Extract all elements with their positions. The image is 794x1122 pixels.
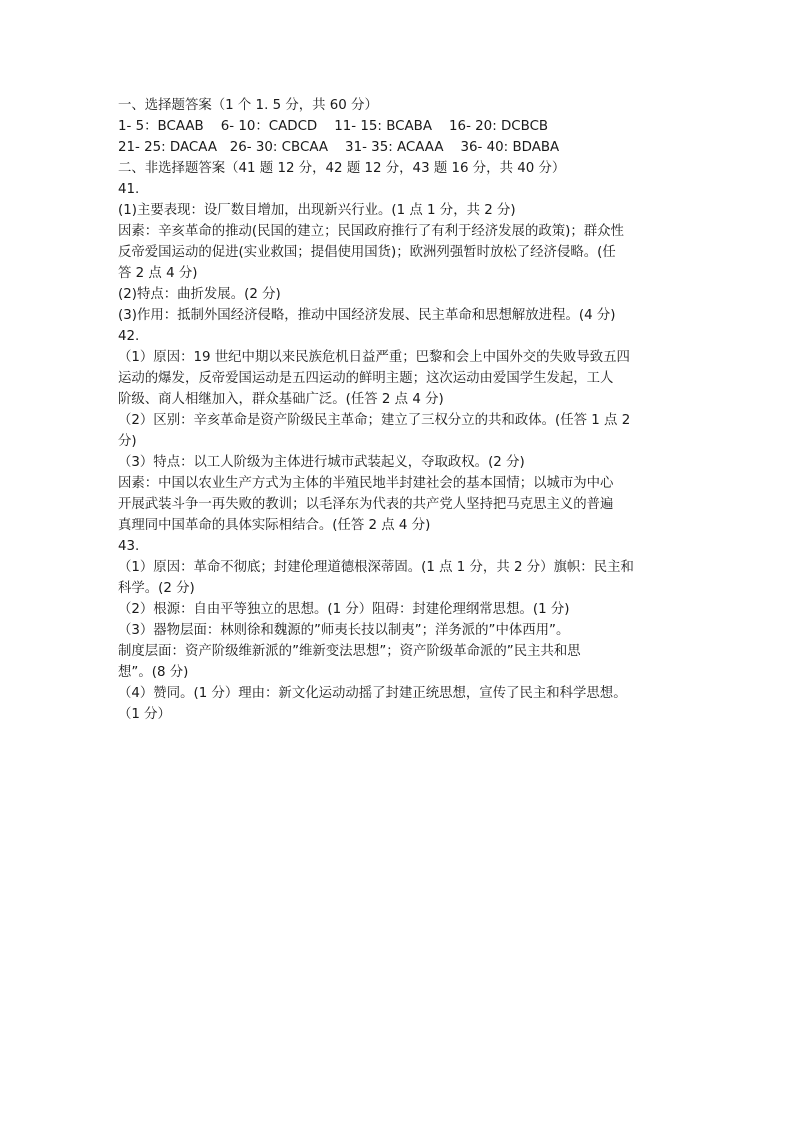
q43-part-4-line-2: （1 分） bbox=[118, 707, 171, 722]
q43-part-2: （2）根源：自由平等独立的思想。(1 分）阻碍：封建伦理纲常思想。(1 分) bbox=[118, 602, 570, 617]
q42-part-1-line-3: 阶级、商人相继加入，群众基础广泛。(任答 2 点 4 分) bbox=[118, 392, 444, 407]
q43-part-1-line-1: （1）原因：革命不彻底；封建伦理道德根深蒂固。(1 点 1 分，共 2 分）旗帜：民主和 bbox=[118, 560, 634, 575]
q41-part-2: (2)特点：曲折发展。(2 分) bbox=[118, 287, 281, 302]
q42-part-2-line-1: （2）区别：辛亥革命是资产阶级民主革命；建立了三权分立的共和政体。(任答 1 点 2 bbox=[118, 413, 631, 428]
q43-part-4-line-1: （4）赞同。(1 分）理由：新文化运动动摇了封建正统思想，宣传了民主和科学思想。 bbox=[118, 686, 627, 701]
q42-part-3: （3）特点：以工人阶级为主体进行城市武装起义，夺取政权。(2 分) bbox=[118, 455, 525, 470]
q43-part-3-line-1: （3）器物层面：林则徐和魏源的”师夷长技以制夷”；洋务派的”中体西用”。 bbox=[118, 623, 570, 638]
q42-part-2-line-2: 分) bbox=[118, 434, 137, 449]
answer-key-text bbox=[118, 95, 678, 725]
section-one-heading: 一、选择题答案（1 个 1. 5 分，共 60 分） bbox=[118, 98, 378, 113]
q43-part-1-line-2: 科学。(2 分) bbox=[118, 581, 195, 596]
q43-part-3-line-2: 制度层面：资产阶级维新派的”维新变法思想”；资产阶级革命派的”民主共和思 bbox=[118, 644, 581, 659]
q41-factors-line-1: 因素：辛亥革命的推动(民国的建立；民国政府推行了有利于经济发展的政策)；群众性 bbox=[118, 224, 624, 239]
q42-factors-line-2: 开展武装斗争一再失败的教训；以毛泽东为代表的共产党人坚持把马克思主义的普遍 bbox=[118, 497, 614, 512]
q41-part-1: (1)主要表现：设厂数目增加，出现新兴行业。(1 点 1 分，共 2 分) bbox=[118, 203, 516, 218]
q42-part-1-line-2: 运动的爆发，反帝爱国运动是五四运动的鲜明主题；这次运动由爱国学生发起，工人 bbox=[118, 371, 614, 386]
q43-part-3-line-3: 想”。(8 分) bbox=[118, 665, 189, 680]
mcq-answers-row-2: 21- 25: DACAA 26- 30: CBCAA 31- 35: ACAAA 36- 40: BDABA bbox=[118, 140, 560, 155]
q42-factors-line-1: 因素：中国以农业生产方式为主体的半殖民地半封建社会的基本国情；以城市为中心 bbox=[118, 476, 614, 491]
q42-part-1-line-1: （1）原因：19 世纪中期以来民族危机日益严重；巴黎和会上中国外交的失败导致五四 bbox=[118, 350, 630, 365]
q42-factors-line-3: 真理同中国革命的具体实际相结合。(任答 2 点 4 分) bbox=[118, 518, 431, 533]
q41-factors-line-2: 反帝爱国运动的促进(实业救国；提倡使用国货)；欧洲列强暂时放松了经济侵略。(任 bbox=[118, 245, 616, 260]
q41-factors-line-3: 答 2 点 4 分) bbox=[118, 266, 198, 281]
mcq-answers-row-1: 1- 5：BCAAB 6- 10：CADCD 11- 15: BCABA 16- 20: DCBCB bbox=[118, 119, 549, 134]
question-41-number: 41. bbox=[118, 182, 140, 197]
section-two-heading: 二、非选择题答案（41 题 12 分，42 题 12 分，43 题 16 分，共 40 分） bbox=[118, 161, 566, 176]
question-43-number: 43. bbox=[118, 539, 140, 554]
q41-part-3: (3)作用：抵制外国经济侵略，推动中国经济发展、民主革命和思想解放进程。(4 分) bbox=[118, 308, 616, 323]
question-42-number: 42. bbox=[118, 329, 140, 344]
